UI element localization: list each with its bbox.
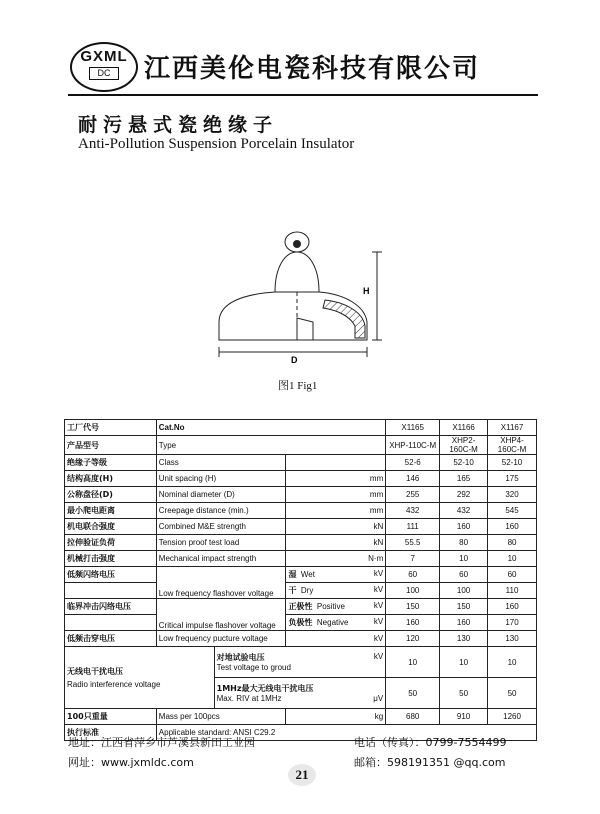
table-cell: 100 (386, 583, 440, 599)
table-cell: 160 (440, 519, 488, 535)
table-cell: 10 (488, 647, 537, 678)
header-divider (68, 94, 538, 96)
sub-label-cn: 负极性 (288, 618, 313, 627)
sub-label-cn: 1MHz最大无线电干扰电压 (216, 684, 314, 693)
sub-label (286, 599, 386, 615)
sub-label-en: Dry (300, 586, 314, 595)
row-label-en: Combined M&E strength (156, 519, 286, 535)
table-cell: 150 (440, 599, 488, 615)
figure-caption: 图1 Fig1 (278, 380, 318, 392)
sub-label (286, 583, 386, 599)
unit: kN (286, 535, 386, 551)
table-row (65, 551, 537, 567)
sub-label-cn: 对地试验电压 (216, 653, 265, 662)
table-cell: 60 (440, 567, 488, 583)
page-number: 21 (288, 764, 316, 786)
unit: kV (373, 652, 384, 661)
table-row (65, 503, 537, 519)
unit: μV (373, 694, 384, 703)
table-cell: 100 (440, 583, 488, 599)
sub-label-en: Max. RIV at 1MHz (216, 694, 282, 703)
row-label-en: Low frequency pucture voltage (156, 631, 286, 647)
phone-text: 电话（传真）：0799-7554499 (354, 736, 507, 749)
table-cell: 160 (488, 519, 537, 535)
unit: mm (286, 503, 386, 519)
table-row (65, 519, 537, 535)
table-cell: 10 (440, 551, 488, 567)
unit: kV (373, 601, 384, 610)
row-label-cn: 机械打击强度 (65, 551, 157, 567)
table-cell: 160 (386, 615, 440, 631)
company-name: 江西美伦电瓷科技有限公司 (144, 54, 481, 84)
table-cell: X1166 (440, 420, 488, 436)
dimension-h-label: H (363, 286, 370, 296)
sub-label-cn: 干 (288, 586, 297, 595)
logo-text-bottom: DC (89, 67, 119, 80)
logo-text-top: GXML (80, 48, 128, 65)
sub-label (214, 678, 386, 709)
row-label-cn: 结构高度(H) (65, 471, 157, 487)
row-label-cn: 最小爬电距离 (65, 503, 157, 519)
table-cell: 52-10 (440, 455, 488, 471)
row-label-en: Nominal diameter (D) (156, 487, 286, 503)
table-cell: 80 (440, 535, 488, 551)
table-cell: 680 (386, 709, 440, 725)
row-label-cn: 低频击穿电压 (65, 631, 157, 647)
table-cell: 50 (488, 678, 537, 709)
row-label-cn: 低频闪络电压 (65, 567, 157, 583)
table-row (65, 567, 537, 583)
table-cell: 432 (440, 503, 488, 519)
unit: mm (286, 471, 386, 487)
table-cell: 52-6 (386, 455, 440, 471)
row-label-en: Creepage distance (min.) (156, 503, 286, 519)
row-label-en: Class (156, 455, 286, 471)
row-label-cn: 100只重量 (65, 709, 157, 725)
table-row (65, 599, 537, 615)
unit: mm (286, 487, 386, 503)
table-cell: 50 (386, 678, 440, 709)
sub-label-en: Positive (316, 602, 345, 611)
table-cell: 60 (386, 567, 440, 583)
table-row (65, 535, 537, 551)
page-title-cn: 耐污悬式瓷绝缘子 (78, 114, 279, 136)
table-row (65, 487, 537, 503)
table-cell: 320 (488, 487, 537, 503)
unit: kV (286, 631, 386, 647)
table-cell: 160 (488, 599, 537, 615)
unit: kV (373, 617, 384, 626)
row-label-cn: 无线电干扰电压 (67, 667, 123, 676)
table-cell: XHP2-160C-M (440, 436, 488, 455)
row-label-cn: 产品型号 (65, 436, 157, 455)
sub-label-en: Negative (316, 618, 349, 627)
dimension-d-label: D (291, 355, 298, 365)
table-cell: 80 (488, 535, 537, 551)
sub-label-en: Wet (300, 570, 315, 579)
table-row (65, 583, 537, 599)
table-cell: 55.5 (386, 535, 440, 551)
row-label-en: Type (156, 436, 385, 455)
row-label-en: Mechanical impact strength (156, 551, 286, 567)
row-label-en: Unit spacing (H) (156, 471, 286, 487)
row-label-cn: 公称盘径(D) (65, 487, 157, 503)
insulator-drawing (205, 222, 405, 372)
unit: kN (286, 519, 386, 535)
table-cell: 52-10 (488, 455, 537, 471)
table-row (65, 647, 537, 678)
table-cell: 432 (386, 503, 440, 519)
table-cell: 1260 (488, 709, 537, 725)
table-cell: 120 (386, 631, 440, 647)
table-cell: 7 (386, 551, 440, 567)
email-link[interactable]: 邮箱：598191351 @qq.com (354, 756, 506, 769)
row-label-en: Tension proof test load (156, 535, 286, 551)
table-cell: 60 (488, 567, 537, 583)
spec-table (64, 419, 537, 741)
table-cell: XHP-110C-M (386, 436, 440, 455)
table-cell: 160 (440, 615, 488, 631)
address-text: 地址：江西省萍乡市芦溪县新田工业园 (68, 736, 255, 749)
table-cell: 150 (386, 599, 440, 615)
table-cell: 10 (488, 551, 537, 567)
page-title-en: Anti-Pollution Suspension Porcelain Insulator (78, 136, 355, 152)
website-link[interactable]: 网址：www.jxmldc.com (68, 756, 194, 769)
table-cell: 545 (488, 503, 537, 519)
table-cell: 111 (386, 519, 440, 535)
sub-label-en: Test voltage to groud (216, 663, 291, 672)
table-cell: 292 (440, 487, 488, 503)
row-label-cn: 拉伸验证负荷 (65, 535, 157, 551)
unit: kV (373, 585, 384, 594)
unit: kg (286, 709, 386, 725)
table-cell: 110 (488, 583, 537, 599)
table-row (65, 436, 537, 455)
unit: kV (373, 569, 384, 578)
row-label-en: Critical impulse flashover voltage (156, 599, 286, 631)
table-cell: 170 (488, 615, 537, 631)
row-label-cn: 绝缘子等级 (65, 455, 157, 471)
table-cell: 130 (440, 631, 488, 647)
table-cell: X1165 (386, 420, 440, 436)
row-label-en: Mass per 100pcs (156, 709, 286, 725)
table-cell: 910 (440, 709, 488, 725)
sub-label (214, 647, 386, 678)
row-label-en: Low frequency flashover voltage (156, 567, 286, 599)
row-label-en: Applicable standard: ANSI C29.2 (156, 725, 536, 741)
table-cell: 10 (440, 647, 488, 678)
table-cell: 146 (386, 471, 440, 487)
riv-label (65, 647, 215, 709)
table-row (65, 471, 537, 487)
unit (286, 455, 386, 471)
row-label-en: Cat.No (156, 420, 385, 436)
table-cell: 165 (440, 471, 488, 487)
table-cell: XHP4-160C-M (488, 436, 537, 455)
table-row (65, 455, 537, 471)
table-row (65, 709, 537, 725)
unit: N·m (286, 551, 386, 567)
table-cell: 130 (488, 631, 537, 647)
table-row (65, 615, 537, 631)
sub-label (286, 567, 386, 583)
row-label-cn: 机电联合强度 (65, 519, 157, 535)
table-row (65, 420, 537, 436)
table-row (65, 631, 537, 647)
row-label-cn: 工厂代号 (65, 420, 157, 436)
table-cell: 255 (386, 487, 440, 503)
sub-label-cn: 正极性 (288, 602, 313, 611)
table-cell: X1167 (488, 420, 537, 436)
row-label-cn: 执行标准 (65, 725, 157, 741)
simple-rows (65, 455, 537, 567)
sub-label (286, 615, 386, 631)
header (62, 36, 542, 94)
table-cell: 175 (488, 471, 537, 487)
table-cell: 10 (386, 647, 440, 678)
table-cell: 50 (440, 678, 488, 709)
row-label-cn: 临界冲击闪络电压 (65, 599, 157, 615)
company-logo (70, 42, 138, 92)
sub-label-cn: 湿 (288, 570, 297, 579)
row-label-en: Radio interference voltage (67, 680, 161, 689)
